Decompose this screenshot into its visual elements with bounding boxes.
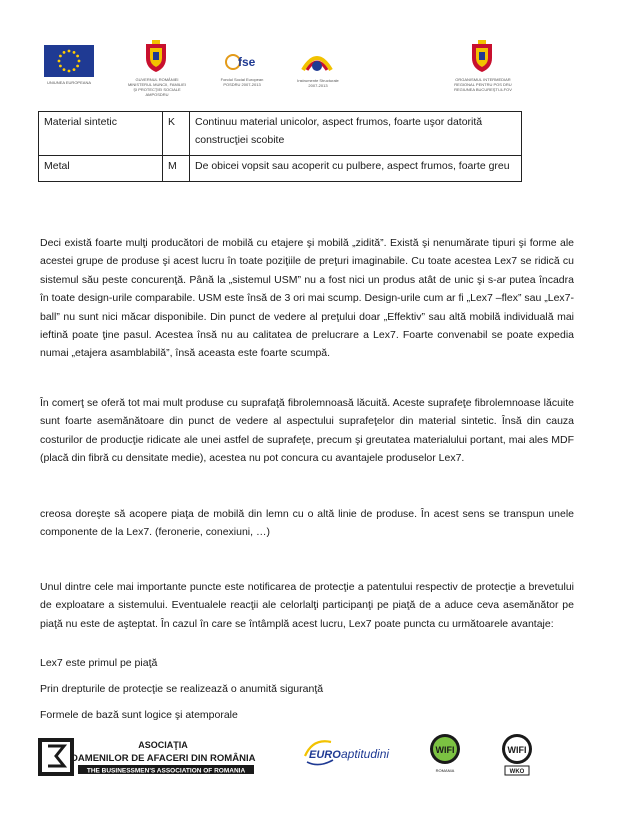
aoar-line1: ASOCIAŢIA	[138, 740, 188, 750]
advantage-item: Formele de bază sunt logice şi atemporale	[40, 709, 238, 721]
eu-caption: UNIUNEA EUROPEANA	[46, 80, 91, 85]
advantage-item: Prin drepturile de protecţie se realizează o anumită siguranţă	[40, 683, 324, 695]
is-caption: Instrumente Structurale 2007-2013	[297, 78, 339, 88]
materials-table	[38, 111, 522, 182]
wifi-label: WIFI	[435, 745, 455, 755]
aoar-logo	[38, 736, 256, 780]
paragraph-patent: Unul dintre cele mai importante puncte este notificarea de protecţie a patentului respectiv de protecţie a brevetului de exploatare a sistemului. Eventualele reacţii ale celorlalţi participanţi pe piaţă de a aduce ceva asemănător pe piaţă nu este de aşteptat. În cazul în care se întâmplă acest lucru, Lex7 poate puncta cu următoarele avantaje:	[40, 581, 574, 630]
paragraph-competition: Deci există foarte mulţi producători de mobilă cu etajere şi mobilă „zidită”. Există şi nenumărate tipuri şi forme ale acestei grupe de produse şi acest lucru în toate poziţiile de preţuri imaginabile. Cu toate acestea Lex7 se ridică cu sistemul său peste concurenţă. Până la „sistemul USM” nu a fost nici un produs atât de unic şi s-ar putea încadra în toate design-urile comparabile. USM este însă de 3 ori mai scump. Design-urile cum ar fi „Lex7 –flex” sau „Lex7-ball” nu sunt nici măcar disponibile. Din punct de vedere al preţului doar „Effektiv” sau altă mobilă individuală mai ieftină poate ţine pasul. Acestea însă nu au calitatea de prelucrare a Lex7. Foarte convenabil se poate expedia numai „etajera asamblabilă”, însă aceasta este foarte scumpă.	[40, 237, 574, 360]
description-cell: De obicei vopsit sau acoperit cu pulbere, aspect frumos, foarte greu	[190, 156, 522, 182]
fse-caption: Fondul Social European POSDRU 2007-2013	[220, 77, 264, 87]
paragraph-fibreboard: În comerţ se oferă tot mai mult produse cu suprafaţă fibrolemnoasă lăcuită. Aceste suprafeţe fibrolemnoase lăcuite sunt foarte asemănătoare din punct de vedere al aspectului suprafeţelor din material sintetic. Însă din cauza costurilor de producţie ridicate ale unei astfel de suprafeţe, precum şi greutatea materialului portant, mai ales MDF (placă din fibră cu densitate medie), acestea nu pot concura cu avantajele produselor Lex7.	[40, 397, 574, 465]
euro-prefix: EURO	[309, 749, 341, 761]
svg-text:fse: fse	[238, 55, 256, 69]
structural-instruments-logo	[299, 44, 335, 76]
code-cell: M	[163, 156, 190, 182]
header-logos	[0, 0, 638, 100]
fse-logo	[224, 50, 260, 74]
aoar-line2: OAMENILOR DE AFACERI DIN ROMÂNIA	[70, 753, 256, 764]
code-cell: K	[163, 112, 190, 156]
description-cell: Continuu material unicolor, aspect frumos, foarte uşor datorită construcţiei scobite	[190, 112, 522, 156]
advantage-item: Lex7 este primul pe piaţă	[40, 657, 158, 669]
euro-main: aptitudini	[341, 747, 390, 761]
romania-coat-of-arms-icon	[142, 40, 170, 74]
wifi-romania-logo	[428, 732, 462, 776]
wifi-sub2: WKO	[509, 769, 525, 775]
wifi-wko-logo	[500, 732, 534, 778]
material-cell: Material sintetic	[39, 112, 163, 156]
material-cell: Metal	[39, 156, 163, 182]
romania-coat-of-arms-icon-2	[468, 40, 496, 74]
table-row	[39, 156, 522, 182]
aoar-line3: THE BUSINESSMEN'S ASSOCIATION OF ROMANIA	[86, 767, 246, 775]
wifi-label-2: WIFI	[507, 745, 527, 755]
footer-logos	[0, 728, 638, 778]
oi-caption: ORGANISMUL INTERMEDIAR REGIONAL PENTRU POS DRU REGIUNEA BUCUREŞTI-ILFOV	[454, 77, 512, 92]
table-row	[39, 112, 522, 156]
euroaptitudini-logo	[303, 736, 401, 770]
paragraph-creosa: creosa doreşte să acopere piaţa de mobilă din lemn cu o altă linie de produse. În acest sens se transpun unele componente de la Lex7. (feronerie, conexiuni, …)	[40, 508, 574, 539]
wifi-sub1: ROMANIA	[435, 768, 455, 773]
gov-caption: GUVERNUL ROMÂNIEI MINISTERUL MUNCII, FAMILIEI ŞI PROTECŢIEI SOCIALE AMPOSDRU	[127, 77, 187, 97]
eu-flag-logo	[44, 45, 94, 77]
